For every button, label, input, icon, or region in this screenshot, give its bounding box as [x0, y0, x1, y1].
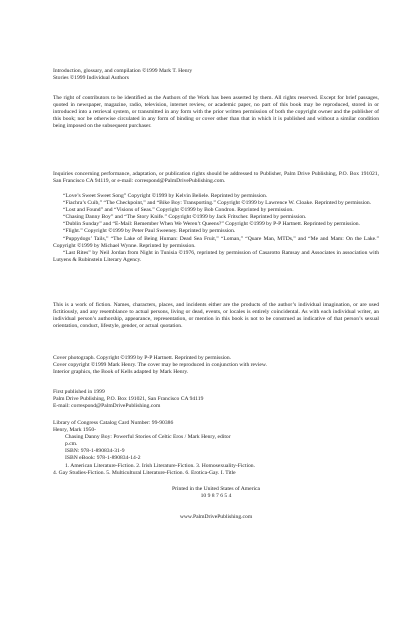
catalog-subjects: 4. Gay Studies-Fiction. 5. Multicultural Literature-Fiction. 6. Erotica-Gay. I. Title	[53, 469, 236, 476]
inquiries-block	[53, 171, 379, 185]
cover-line: Cover copyright ©1999 Mark Henry. The cover may be reproduced in conjunction with review.	[53, 362, 267, 369]
catalog-header: Library of Congress Catalog Card Number: 99-90386	[53, 420, 174, 426]
cover-block	[53, 355, 379, 376]
rights-text: The right of contributors to be identified as the Authors of the Work has been asserted by them. All rights reserved. Except for brief passages, quoted in newspaper, magazine, radio, television, internet review, or academic paper, no part of this book may be reproduced, stored in or introduced into a retrieval system, or transmitted in any form with the prior written permission of both the copyright owner and the publisher of this book; nor be otherwise circulated in any form of binding or cover other than that in which it is published and without a similar condition being imposed on the subsequent purchaser.	[53, 95, 379, 130]
published-line: Palm Drive Publishing, P.O. Box 191021, San Francisco CA 94119	[53, 396, 204, 403]
printing-line: 10 9 8 7 6 5 4	[200, 493, 232, 500]
catalog-title: Chasing Danny Boy: Powerful Stories of Celtic Eros / Mark Henry, editor	[65, 434, 231, 441]
catalog-isbn: ISBN: 978-1-890834-31-9	[65, 448, 125, 455]
intro-line: Introduction, glossary, and compilation ©1999 Mark T. Henry	[53, 68, 193, 74]
credit-entry: “Flight.” Copyright ©1999 by Peter Paul Sweeney. Reprinted by permission.	[63, 228, 236, 235]
published-line: E-mail: correspond@PalmDrivePublishing.com	[53, 403, 161, 410]
credit-entry: “Fiachra’s Cuib,” “The Checkpoint,” and “Bike Boy: Transporting.” Copyright ©1999 by Lawrence W. Cloake. Reprinted by permission.	[63, 200, 372, 207]
catalog-subjects: 1. American Literature-Fiction. 2. Irish Literature-Fiction. 3. Homosexuality-Fiction.	[65, 462, 255, 469]
credit-entry: “Dublin Sunday” and “E-Mail: Remember When We Weren’t Queens?” Copyright ©1999 by P-P Hartnett. Reprinted by permission.	[63, 221, 360, 228]
intro-line: Stories ©1999 Individual Authors	[53, 75, 129, 82]
catalog-block	[53, 420, 379, 477]
fiction-disclaimer-block	[53, 302, 379, 330]
credit-entry: “Chasing Danny Boy” and “The Story Knife.” Copyright ©1999 by Jack Fritscher. Reprinted by permission.	[63, 214, 307, 221]
intro-block	[53, 68, 379, 82]
website-link[interactable]: www.PalmDrivePublishing.com	[179, 514, 253, 520]
credit-entry: “Lost and Found” and “Visions of Seas.” Copyright ©1999 by Bob Condron. Reprinted by permission.	[63, 207, 294, 214]
website-block	[53, 514, 379, 521]
catalog-author: Henry, Mark 1950-	[53, 427, 96, 434]
published-line: First published in 1999	[53, 389, 105, 395]
catalog-pages: p.cm.	[65, 441, 78, 448]
rights-block	[53, 95, 379, 130]
cover-line: Interior graphics, the Book of Kells adapted by Mark Henry.	[53, 369, 189, 376]
inquiries-text: Inquiries concerning performance, adaptation, or publication rights should be addressed to Publisher, Palm Drive Publishing, P.O. Box 191021, San Francisco CA 94119, or e-mail: correspond@PalmDrivePublishing.com.	[53, 171, 379, 185]
fiction-disclaimer-text: This is a work of fiction. Names, characters, places, and incidents either are the products of the author’s individual imagination, or are used fictitiously, and any resemblance to actual persons, living or dead, events, or locales is entirely coincidental. As with each individual writer, an individual person’s authorship, appearance, representation, or mention in this book is not to be construed as indicative of that person’s sexual orientation, conduct, lifestyle, gender, or actual quotation.	[53, 302, 379, 330]
credit-entry: “Puppydogs’ Tails,” “The Lake of Being Human: Dead Sea Fruit,” “Loman,” “Quare Man, MTDs,” and “Me and Mam: On the Lake.” Copyright ©1999 by Michael Wynne. Reprinted by permission.	[53, 235, 379, 249]
catalog-ebook-isbn: ISBN eBook: 978-1-890834-14-2	[65, 455, 141, 462]
published-block	[53, 389, 379, 410]
cover-line: Cover photograph. Copyright ©1999 by P-P Hartnett. Reprinted by permission.	[53, 355, 232, 361]
printed-in: Printed in the United States of America	[172, 486, 260, 492]
credits-block	[53, 193, 379, 264]
credit-entry: “Love’s Sweet Sweet Song” Copyright ©1999 by Kelvin Beliele. Reprinted by permission.	[63, 193, 268, 199]
credit-entry: “Last Rites” by Neil Jordan from Night in Tunisia ©1976, reprinted by permission of Casarotto Ramsay and Associates in association with Lutyens & Rubinstein Literary Agency.	[53, 249, 379, 263]
printing-block	[53, 486, 379, 500]
